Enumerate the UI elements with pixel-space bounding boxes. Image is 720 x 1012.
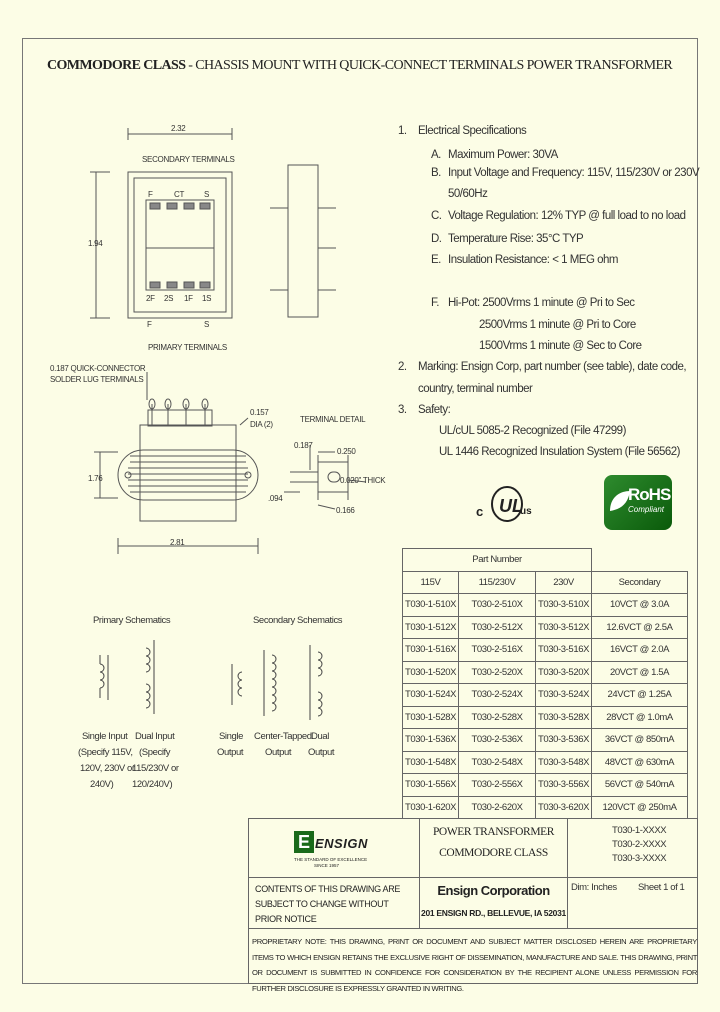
table-cell: T030-1-620X [403,796,459,819]
dim-height: 1.94 [88,239,103,248]
table-cell: T030-2-620X [459,796,536,819]
proprietary-cell [248,928,698,993]
top-label-f: F [148,190,153,199]
table-row [403,774,688,797]
ensign-logo-since: SINCE 1957 [314,863,340,868]
page-title: COMMODORE CLASS - CHASSIS MOUNT WITH QUICK-CONNECT TERMINALS POWER TRANSFORMER [47,58,673,73]
table-row [403,594,688,617]
svg-text:UL: UL [499,496,523,516]
table-cell: T030-2-548X [459,751,536,774]
table-cell: T030-1-528X [403,706,459,729]
table-cell: 16VCT @ 2.0A [592,639,688,662]
part-number-header: Part Number [403,549,592,572]
change-notice: CONTENTS OF THIS DRAWING ARE SUBJECT TO CHANGE WITHOUT PRIOR NOTICE [255,884,401,924]
top-label-ct: CT [174,190,185,199]
primary-terminals-label: PRIMARY TERMINALS [148,343,227,352]
table-cell: 36VCT @ 850mA [592,729,688,752]
spec-3-text2: UL 1446 Recognized Insulation System (File 56562) [439,446,680,458]
table-cell: 28VCT @ 1.0mA [592,706,688,729]
part-code-3: T030-3-XXXX [612,853,667,864]
spec-3-text: UL/cUL 5085-2 Recognized (File 47299) [439,425,626,437]
table-row [403,684,688,707]
side-height: 1.76 [88,474,103,483]
table-cell: T030-2-520X [459,661,536,684]
spec-f-num: F. [431,297,439,309]
single-output-label-1: Single [219,731,244,742]
spec-2-num: 2. [398,361,407,373]
dim-width: 2.32 [171,124,186,133]
dual-input-note-3: 120/240V) [132,779,173,790]
primary-schematics-title: Primary Schematics [93,615,171,626]
spec-2-text: Marking: Ensign Corp, part number (see table), date code, [418,361,687,373]
product-cell [419,818,568,878]
col-header-115-230v: 115/230V [459,571,536,594]
table-cell: 24VCT @ 1.25A [592,684,688,707]
table-cell: 56VCT @ 540mA [592,774,688,797]
product-line-1: POWER TRANSFORMER [432,826,555,838]
single-input-note-1: (Specify 115V, [78,747,133,758]
top-label-s: S [204,190,210,199]
spec-b-text2: 50/60Hz [448,188,488,200]
bottom-s: S [204,320,210,329]
table-cell: 12.6VCT @ 2.5A [592,616,688,639]
col-header-230v: 230V [536,571,592,594]
table-cell: T030-3-556X [536,774,592,797]
spec-3-num: 3. [398,404,407,416]
table-cell: T030-3-512X [536,616,592,639]
table-cell: T030-2-528X [459,706,536,729]
td-0250: 0.250 [337,447,356,456]
bottom-label-2s: 2S [164,294,174,303]
table-row [403,751,688,774]
ensign-logo-cell [248,818,420,878]
spec-f-text2: 2500Vrms 1 minute @ Pri to Core [479,319,636,331]
single-input-note-3: 240V) [90,779,114,790]
col-header-secondary: Secondary [592,571,688,594]
table-cell: 120VCT @ 250mA [592,796,688,819]
part-code-1: T030-1-XXXX [612,825,667,836]
parts-cell [567,818,698,878]
qc-label-1: 0.187 QUICK-CONNECTOR [50,364,146,373]
table-cell: T030-3-620X [536,796,592,819]
sheet-number: Sheet 1 of 1 [638,882,685,893]
table-cell: T030-3-524X [536,684,592,707]
dual-input-label: Dual Input [135,731,175,742]
table-row [403,639,688,662]
table-row [403,796,688,819]
spec-d-text: Temperature Rise: 35°C TYP [448,233,584,245]
table-cell: T030-3-520X [536,661,592,684]
dual-input-note-1: (Specify [139,747,171,758]
dim-sheet-cell [567,877,698,929]
ensign-logo-tag: THE STANDARD OF EXCELLENCE [294,857,368,862]
bottom-label-2f: 2F [146,294,155,303]
part-code-2: T030-2-XXXX [612,839,667,850]
table-row [403,729,688,752]
ul-us: us [520,506,532,517]
dia-label: DIA (2) [250,420,273,429]
secondary-terminals-label: SECONDARY TERMINALS [142,155,235,164]
table-cell: T030-2-536X [459,729,536,752]
table-cell: T030-3-510X [536,594,592,617]
rohs-text: RoHS [628,485,671,504]
side-width: 2.81 [170,538,185,547]
dual-input-note-2: 115/230V or [132,763,179,774]
spec-1-title: Electrical Specifications [418,125,527,137]
secondary-schematics-title: Secondary Schematics [253,615,343,626]
spec-2-text2: country, terminal number [418,383,533,395]
table-row [403,616,688,639]
dual-output-label-1: Dual [311,731,329,742]
table-cell: T030-1-536X [403,729,459,752]
ensign-logo-mark: E [294,831,314,853]
spec-3-title: Safety: [418,404,451,416]
td-094: .094 [268,494,283,503]
table-row [403,706,688,729]
spec-1-num: 1. [398,125,407,137]
spec-a-num: A. [431,149,441,161]
ul-logo [476,484,536,528]
proprietary-note: PROPRIETARY NOTE: THIS DRAWING, PRINT OR DOCUMENT AND SUBJECT MATTER DISCLOSED HEREIN ARE PROPRIETARY ITEMS TO WHICH ENSIGN RETAINS THE EXCLUSIVE RIGHT OF DISSEMINATION, MANUFACTURE AND SALE. THIS DRAWING, PRINT OR DOCUMENT IS SUBMITTED IN CONFIDENCE FOR CONSIDERATION BY THE RECIPIENT ALONE UNLESS PERMISSION FOR FURTHER DISCLOSURE IS EXPRESSLY GRANTED IN WRITING. [252,937,697,993]
rohs-sub: Compliant [628,505,665,514]
table-cell: T030-2-512X [459,616,536,639]
table-row [403,661,688,684]
spec-d-num: D. [431,233,442,245]
spec-b-num: B. [431,167,441,179]
td-thick: 0.020" THICK [340,476,386,485]
qc-label-2: SOLDER LUG TERMINALS [50,375,144,384]
part-number-table [402,548,688,819]
spec-e-text: Insulation Resistance: < 1 MEG ohm [448,254,618,266]
table-cell: T030-3-548X [536,751,592,774]
single-output-label-2: Output [217,747,244,758]
spec-b-text: Input Voltage and Frequency: 115V, 115/230V or 230V [448,167,700,179]
product-line-2: COMMODORE CLASS [439,847,548,859]
ensign-logo-text: ENSIGN [315,836,368,851]
table-cell: T030-2-556X [459,774,536,797]
table-cell: T030-3-516X [536,639,592,662]
bottom-label-1f: 1F [184,294,193,303]
table-cell: 48VCT @ 630mA [592,751,688,774]
company-cell [419,877,568,929]
dual-output-label-2: Output [308,747,335,758]
single-input-note-2: 120V, 230V or [80,763,135,774]
table-cell: T030-2-524X [459,684,536,707]
table-cell: T030-1-524X [403,684,459,707]
center-tapped-label-2: Output [265,747,292,758]
table-cell: T030-1-516X [403,639,459,662]
td-0166: 0.166 [336,506,355,515]
table-cell: T030-2-510X [459,594,536,617]
table-cell: 10VCT @ 3.0A [592,594,688,617]
spec-f-text: Hi-Pot: 2500Vrms 1 minute @ Pri to Sec [448,297,635,309]
table-cell: T030-1-548X [403,751,459,774]
rohs-badge [604,475,672,530]
dia-value: 0.157 [250,408,269,417]
bottom-f: F [147,320,152,329]
table-cell: T030-1-520X [403,661,459,684]
single-input-label: Single Input [82,731,128,742]
spec-e-num: E. [431,254,441,266]
spec-a-text: Maximum Power: 30VA [448,149,558,161]
td-0187: 0.187 [294,441,313,450]
table-cell: T030-1-510X [403,594,459,617]
table-cell: T030-1-512X [403,616,459,639]
table-cell: T030-1-556X [403,774,459,797]
table-cell: T030-2-516X [459,639,536,662]
ul-c: c [476,504,484,519]
table-cell: T030-3-536X [536,729,592,752]
company-name: Ensign Corporation [437,883,550,898]
dim-units: Dim: Inches [571,882,617,893]
spec-c-num: C. [431,210,442,222]
bottom-label-1s: 1S [202,294,212,303]
company-address: 201 ENSIGN RD., BELLEVUE, IA 52031 [421,908,566,918]
terminal-detail-title: TERMINAL DETAIL [300,415,366,424]
center-tapped-label-1: Center-Tapped [254,731,312,742]
col-header-115v: 115V [403,571,459,594]
notice-cell [248,877,420,929]
table-cell: T030-3-528X [536,706,592,729]
spec-f-text3: 1500Vrms 1 minute @ Sec to Core [479,340,642,352]
table-cell: 20VCT @ 1.5A [592,661,688,684]
spec-c-text: Voltage Regulation: 12% TYP @ full load to no load [448,210,686,222]
